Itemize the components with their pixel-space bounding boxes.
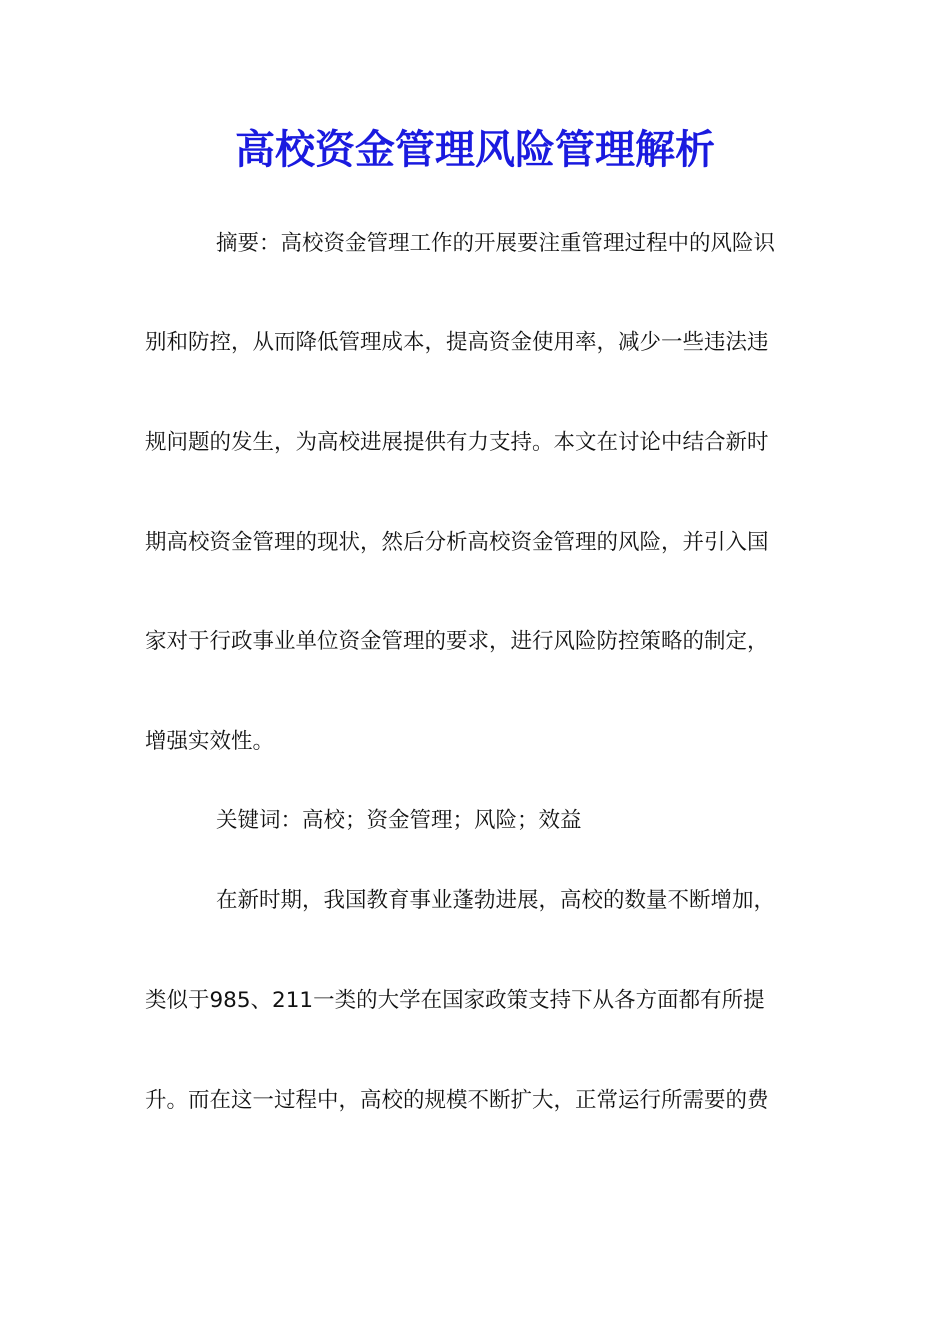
document-title: 高校资金管理风险管理解析: [235, 126, 715, 173]
body-line-2: 类似于985、211一类的大学在国家政策支持下从各方面都有所提: [145, 988, 765, 1013]
abstract-line-6: 增强实效性。: [145, 729, 275, 754]
abstract-line-2: 别和防控，从而降低管理成本，提高资金使用率，减少一些违法违: [145, 330, 769, 355]
body-line-1: 在新时期，我国教育事业蓬勃进展，高校的数量不断增加，: [216, 888, 776, 913]
abstract-line-4: 期高校资金管理的现状，然后分析高校资金管理的风险，并引入国: [145, 530, 769, 555]
body-line-3: 升。而在这一过程中，高校的规模不断扩大，正常运行所需要的费: [145, 1088, 769, 1113]
abstract-line-5: 家对于行政事业单位资金管理的要求，进行风险防控策略的制定，: [145, 629, 769, 654]
keywords-line: 关键词：高校；资金管理；风险；效益: [216, 808, 582, 833]
abstract-line-3: 规问题的发生，为高校进展提供有力支持。本文在讨论中结合新时: [145, 430, 769, 455]
abstract-line-1: 摘要：高校资金管理工作的开展要注重管理过程中的风险识: [216, 231, 776, 256]
